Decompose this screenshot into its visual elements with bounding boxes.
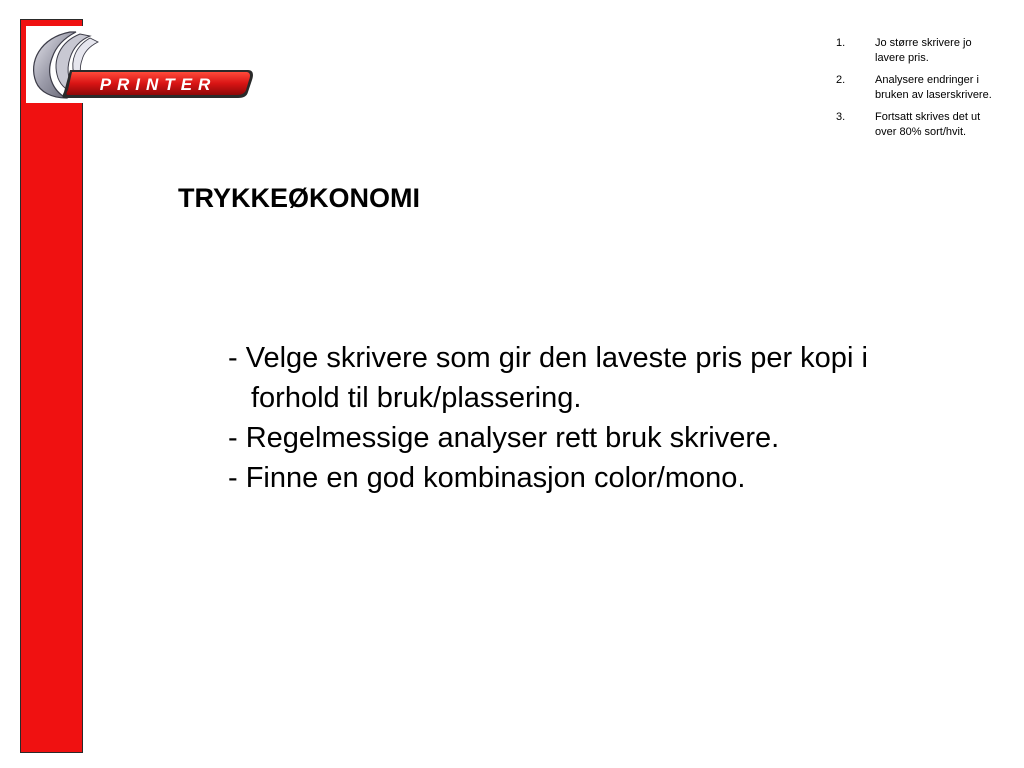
notes-list (836, 36, 996, 147)
logo-wordmark: PRINTER (99, 75, 217, 94)
body-bullet-list (228, 338, 928, 498)
body-bullet-item: - Velge skrivere som gir den laveste pris per kopi i forhold til bruk/plassering. (228, 342, 868, 414)
notes-item-text: Fortsatt skrives det ut over 80% sort/hvit. (875, 111, 981, 138)
notes-item-number: 2. (836, 74, 846, 86)
notes-item-number: 3. (836, 111, 846, 123)
notes-item-text: Jo større skrivere jo lavere pris. (875, 37, 972, 64)
printer-logo (26, 26, 254, 103)
notes-item-number: 1. (836, 37, 846, 49)
notes-list-item (836, 36, 996, 66)
printer-logo-graphic (26, 26, 254, 103)
notes-list-item (836, 110, 996, 140)
body-bullet-item: - Finne en god kombinasjon color/mono. (228, 462, 746, 494)
notes-item-text: Analysere endringer i bruken av laserskrivere. (875, 74, 992, 101)
slide-title: TRYKKEØKONOMI (178, 183, 420, 213)
body-bullet-item: - Regelmessige analyser rett bruk skrivere. (228, 422, 780, 454)
notes-list-item (836, 73, 996, 103)
red-sidebar-bar (20, 19, 83, 753)
